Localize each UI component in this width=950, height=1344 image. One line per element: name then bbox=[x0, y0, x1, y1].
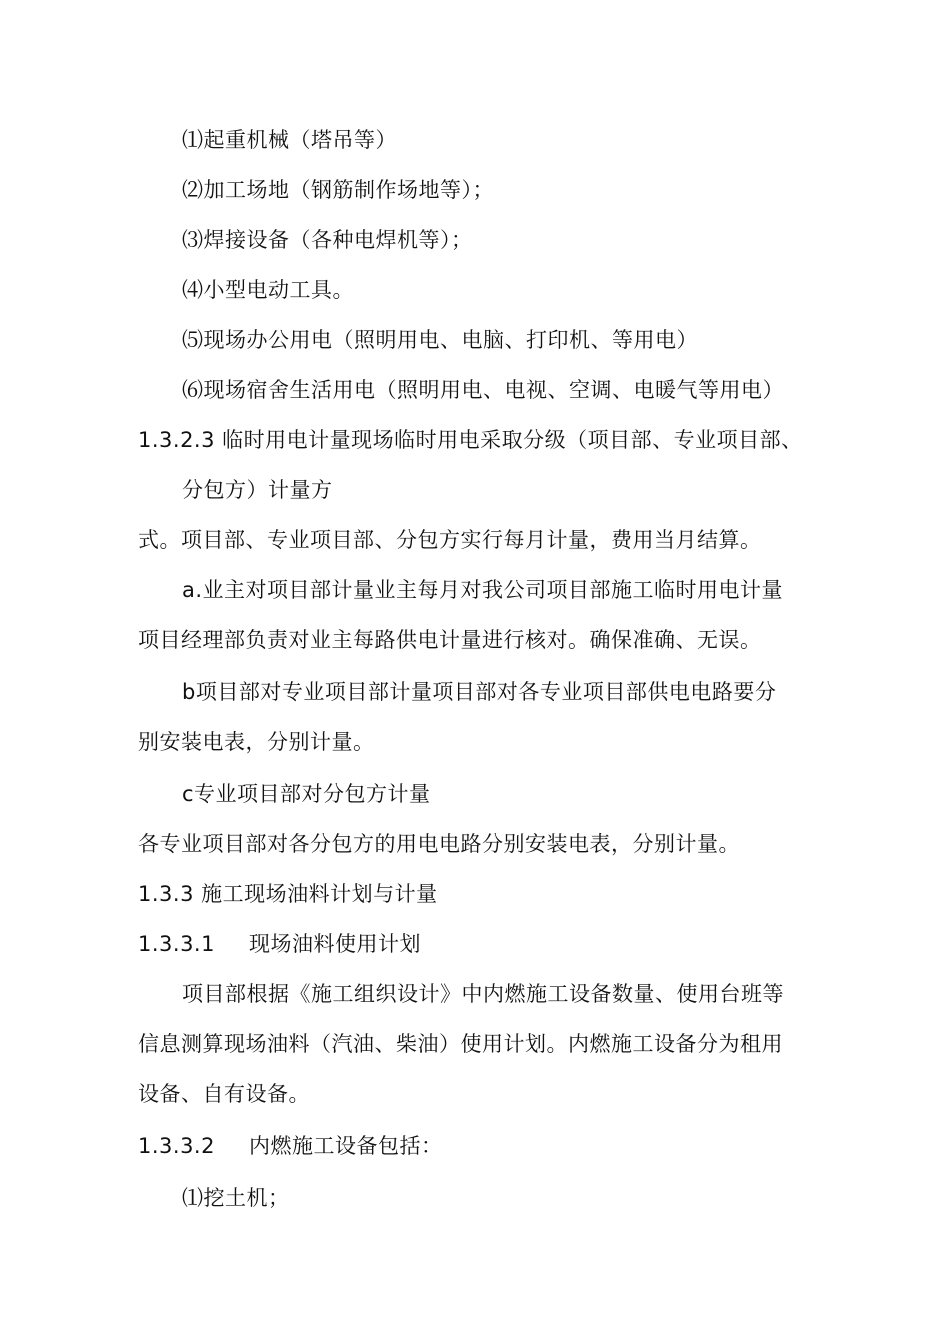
paragraph-line: 设备、自有设备。 bbox=[138, 1082, 310, 1106]
heading-text: 内燃施工设备包括： bbox=[248, 1134, 443, 1158]
paragraph-line: 各专业项目部对各分包方的用电电路分别安装电表，分别计量。 bbox=[138, 832, 740, 856]
list-item: ⑷小型电动工具。 bbox=[182, 278, 354, 302]
section-heading: 1.3.2.3 临时用电计量现场临时用电采取分级（项目部、专业项目部、 bbox=[138, 428, 803, 452]
heading-number: 1.3.3.1 bbox=[138, 932, 215, 956]
list-item: ⑵加工场地（钢筋制作场地等）； bbox=[182, 178, 494, 202]
list-item: ⑴起重机械（塔吊等） bbox=[182, 128, 397, 152]
paragraph-line: c专业项目部对分包方计量 bbox=[182, 782, 431, 806]
list-item: ⑴挖土机； bbox=[182, 1186, 290, 1210]
section-heading: 1.3.3 施工现场油料计划与计量 bbox=[138, 882, 438, 906]
paragraph-line: 项目经理部负责对业主每路供电计量进行核对。确保准确、无误。 bbox=[138, 628, 762, 652]
list-item: ⑶焊接设备（各种电焊机等）； bbox=[182, 228, 473, 252]
heading-text: 现场油料使用计划 bbox=[248, 932, 421, 956]
paragraph-line: 分包方）计量方 bbox=[182, 478, 333, 502]
numbered-heading bbox=[138, 1132, 442, 1160]
paragraph-line: a.业主对项目部计量业主每月对我公司项目部施工临时用电计量 bbox=[182, 578, 784, 602]
numbered-heading bbox=[138, 930, 421, 958]
list-item: ⑸现场办公用电（照明用电、电脑、打印机、等用电） bbox=[182, 328, 698, 352]
list-item: ⑹现场宿舍生活用电（照明用电、电视、空调、电暖气等用电） bbox=[182, 378, 784, 402]
heading-number: 1.3.3.2 bbox=[138, 1134, 215, 1158]
paragraph-line: b项目部对专业项目部计量项目部对各专业项目部供电电路要分 bbox=[182, 680, 777, 704]
paragraph-line: 别安装电表，分别计量。 bbox=[138, 730, 375, 754]
paragraph-line: 式。项目部、专业项目部、分包方实行每月计量，费用当月结算。 bbox=[138, 528, 762, 552]
paragraph-line: 信息测算现场油料（汽油、柴油）使用计划。内燃施工设备分为租用 bbox=[138, 1032, 783, 1056]
paragraph-line: 项目部根据《施工组织设计》中内燃施工设备数量、使用台班等 bbox=[182, 982, 784, 1006]
